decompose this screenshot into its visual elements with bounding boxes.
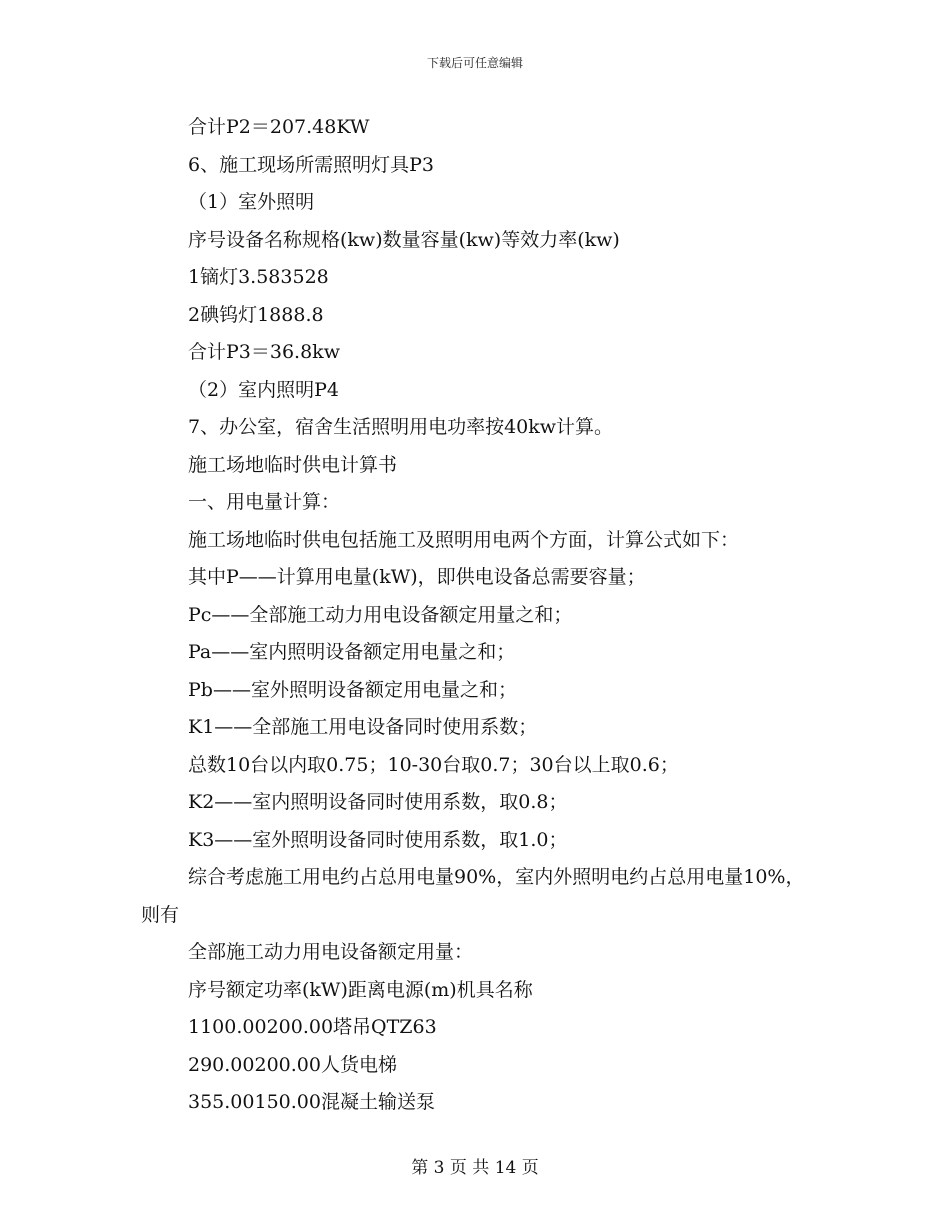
text-line: （2）室内照明P4 xyxy=(188,378,339,401)
text-line: 其中P——计算用电量(kW)，即供电设备总需要容量； xyxy=(188,566,646,588)
text-line: 7、办公室，宿舍生活照明用电功率按40kw计算。 xyxy=(188,416,614,438)
text-line: 施工场地临时供电包括施工及照明用电两个方面，计算公式如下： xyxy=(188,528,740,551)
page-footer: 第 3 页 共 14 页 xyxy=(411,1158,539,1178)
text-line: 全部施工动力用电设备额定用量： xyxy=(188,941,474,963)
text-line: 一、用电量计算： xyxy=(188,491,341,513)
text-paragraph: 综合考虑施工用电约占总用电量90%，室内外照明电约占总用电量10%，则有 xyxy=(141,866,805,926)
text-line: Pb——室外照明设备额定用电量之和； xyxy=(188,678,517,701)
text-line: 6、施工现场所需照明灯具P3 xyxy=(188,153,434,176)
text-line: 2碘钨灯1888.8 xyxy=(188,303,324,326)
text-line: 1镝灯3.583528 xyxy=(188,266,329,288)
text-line: 序号设备名称规格(kw)数量容量(kw)等效力率(kw) xyxy=(188,228,620,251)
text-line: K2——室内照明设备同时使用系数，取0.8； xyxy=(188,791,568,813)
text-line: 序号额定功率(kW)距离电源(m)机具名称 xyxy=(188,978,533,1001)
text-line: K3——室外照明设备同时使用系数，取1.0； xyxy=(188,828,568,851)
text-line: K1——全部施工用电设备同时使用系数； xyxy=(188,716,538,738)
text-line: 355.00150.00混凝土输送泵 xyxy=(188,1091,435,1113)
text-line: 合计P2＝207.48KW xyxy=(188,116,370,138)
text-line: 施工场地临时供电计算书 xyxy=(188,453,398,476)
text-line: 总数10台以内取0.75；10-30台取0.7；30台以上取0.6； xyxy=(188,753,679,776)
text-line: （1）室外照明 xyxy=(188,191,315,213)
page-header: 下载后可任意编辑 xyxy=(426,56,523,70)
text-line: 290.00200.00人货电梯 xyxy=(188,1053,397,1076)
text-line: Pc——全部施工动力用电设备额定用量之和； xyxy=(188,603,573,626)
text-line: Pa——室内照明设备额定用电量之和； xyxy=(188,641,516,663)
text-line: 1100.00200.00塔吊QTZ63 xyxy=(188,1016,437,1038)
document-body xyxy=(141,109,821,1122)
text-line: 合计P3＝36.8kw xyxy=(188,341,340,363)
